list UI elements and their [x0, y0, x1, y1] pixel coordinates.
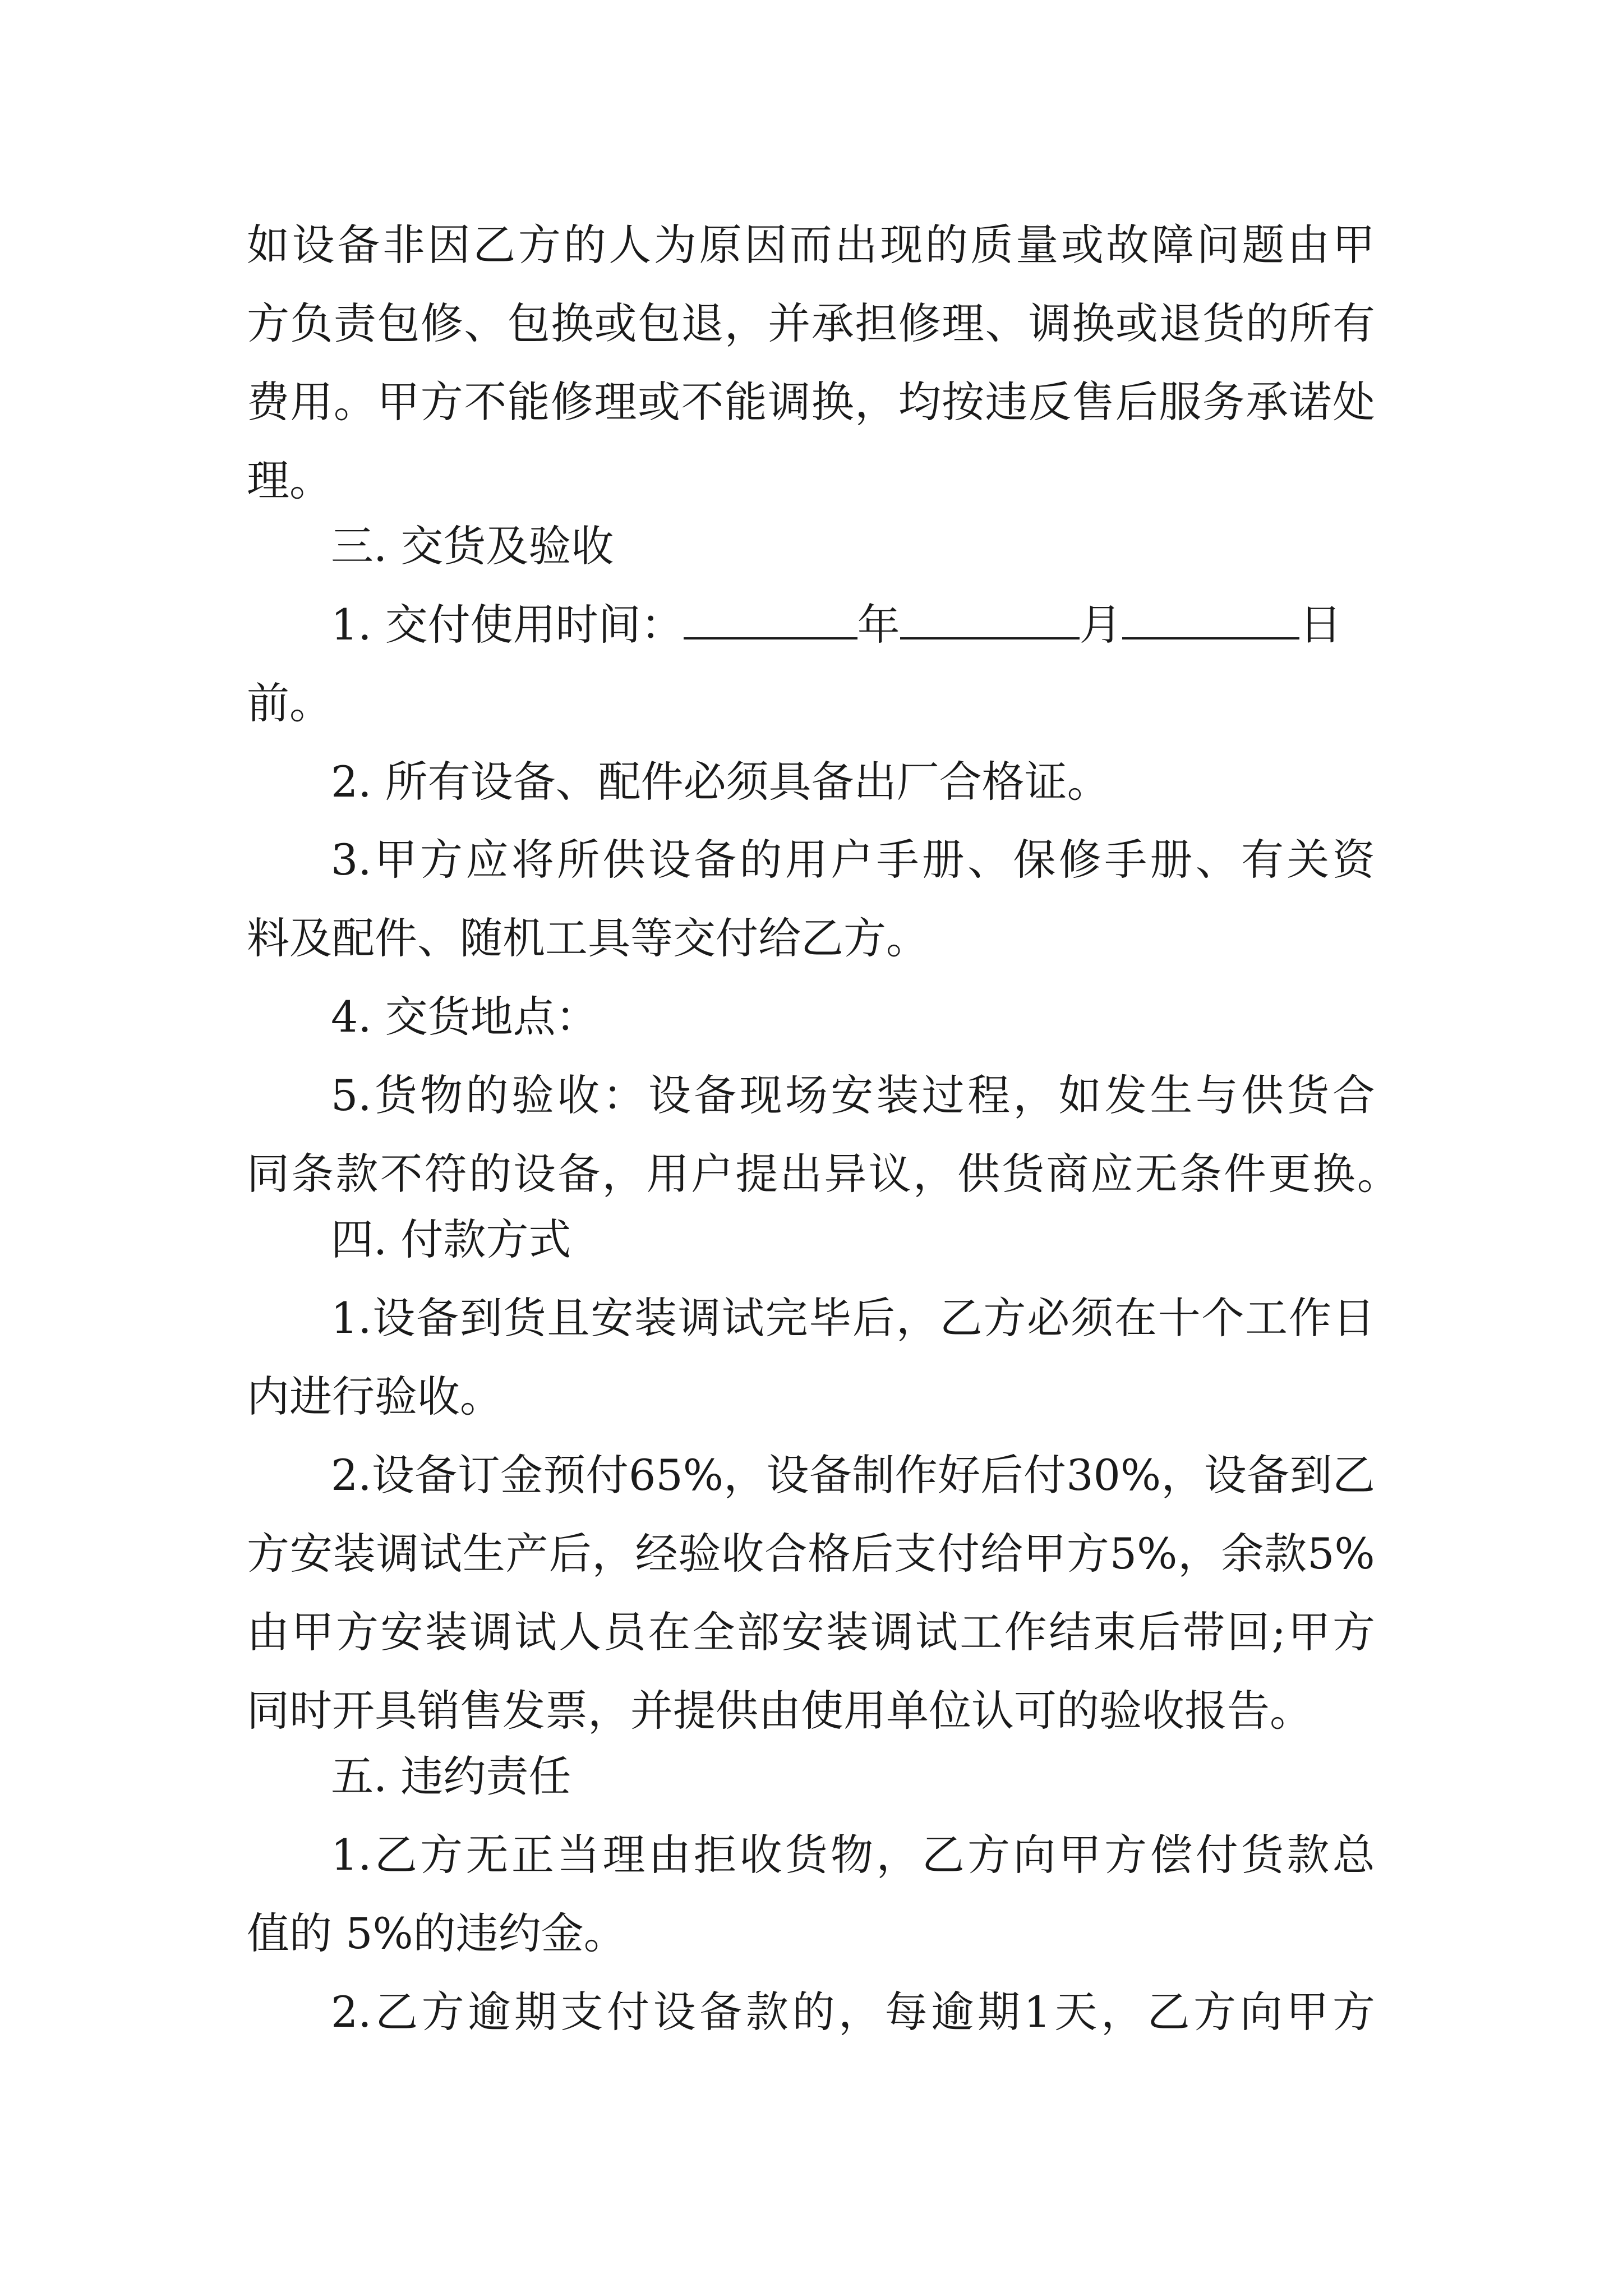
paragraph-line [247, 374, 1375, 430]
text-line: 内进行验收。 [247, 1372, 502, 1421]
text-line: 方 安 装 调 试 生 产 后 ， 经 验 收 合 格 后 支 付 给 甲 方 5% ， 余 款 5% [247, 1529, 1375, 1579]
paragraph-line [331, 1827, 1375, 1883]
section-heading-text: 三. 交货及验收 [331, 521, 614, 571]
paragraph-line [247, 675, 1623, 731]
paragraph-line [331, 989, 1623, 1045]
paragraph-line [247, 1683, 1623, 1739]
paragraph-line [247, 1146, 1400, 1202]
day-blank [1122, 598, 1299, 639]
delivery-date-label: 1. 交付使用时间： [331, 600, 684, 650]
paragraph-line [331, 832, 1375, 888]
text-line: 料及配件、随机工具等交付给乙方。 [247, 913, 929, 963]
section-heading [331, 1212, 1623, 1268]
text-line: 2. 所有设备、配件必须具备出厂合格证。 [331, 757, 1110, 807]
month-blank [900, 598, 1080, 639]
year-label: 年 [857, 600, 900, 650]
section-heading [331, 1749, 1623, 1805]
paragraph-line [247, 910, 1623, 967]
paragraph-line [247, 1526, 1375, 1582]
text-line: 如 设 备 非 因 乙 方 的 人 为 原 因 而 出 现 的 质 量 或 故 障 问 题 由 甲 [247, 220, 1375, 270]
paragraph-line [331, 1290, 1375, 1346]
paragraph-line [247, 1604, 1375, 1660]
section-heading-text: 五. 违约责任 [331, 1751, 571, 1801]
paragraph-line [247, 1906, 1623, 1962]
paragraph-line [247, 453, 1623, 509]
text-line: 值的 5%的违约金。 [247, 1908, 626, 1958]
text-line: 费 用 。 甲 方 不 能 修 理 或 不 能 调 换 ， 均 按 违 反 售 后 服 务 承 诺 处 [247, 377, 1375, 427]
paragraph-line [247, 1369, 1623, 1425]
paragraph-line [331, 1068, 1375, 1124]
text-line: 3. 甲 方 应 将 所 供 设 备 的 用 户 手 册 、 保 修 手 册 、 有 关 资 [331, 835, 1375, 885]
text-line: 4. 交货地点： [331, 992, 598, 1042]
year-blank [684, 598, 857, 639]
text-line: 前。 [247, 678, 332, 728]
section-heading [331, 518, 1623, 574]
paragraph-line [331, 1984, 1375, 2040]
paragraph-line [247, 217, 1375, 273]
text-line: 1. 设 备 到 货 且 安 装 调 试 完 毕 后 ， 乙 方 必 须 在 十 个 工 作 日 [331, 1293, 1375, 1343]
text-line: 同 条 款 不 符 的 设 备 ， 用 户 提 出 异 议 ， 供 货 商 应 无 条 件 更 换 。 [247, 1149, 1400, 1199]
text-line: 方 负 责 包 修 、 包 换 或 包 退 ， 并 承 担 修 理 、 调 换 或 退 货 的 所 有 [247, 298, 1375, 348]
month-label: 月 [1079, 600, 1122, 650]
text-line: 理。 [247, 455, 332, 505]
section-heading-text: 四. 付款方式 [331, 1214, 571, 1264]
paragraph-line [331, 754, 1623, 810]
text-line: 2. 设 备 订 金 预 付 65% ， 设 备 制 作 好 后 付 30% ， 设 备 到 乙 [331, 1450, 1375, 1500]
text-line: 5. 货 物 的 验 收 ： 设 备 现 场 安 装 过 程 ， 如 发 生 与 供 货 合 [331, 1070, 1375, 1120]
text-line: 2. 乙 方 逾 期 支 付 设 备 款 的 ， 每 逾 期 1 天 ， 乙 方 向 甲 方 [331, 1987, 1375, 2037]
day-label: 日 [1299, 600, 1342, 650]
delivery-date-line [331, 597, 1375, 653]
text-line: 1. 乙 方 无 正 当 理 由 拒 收 货 物 ， 乙 方 向 甲 方 偿 付 货 款 总 [331, 1830, 1375, 1880]
text-line: 由 甲 方 安 装 调 试 人 员 在 全 部 安 装 调 试 工 作 结 束 后 带 回 ; 甲 方 [247, 1607, 1375, 1657]
text-line: 同时开具销售发票，并提供由使用单位认可的验收报告。 [247, 1686, 1312, 1736]
paragraph-line [331, 1447, 1375, 1503]
paragraph-line [247, 296, 1375, 352]
